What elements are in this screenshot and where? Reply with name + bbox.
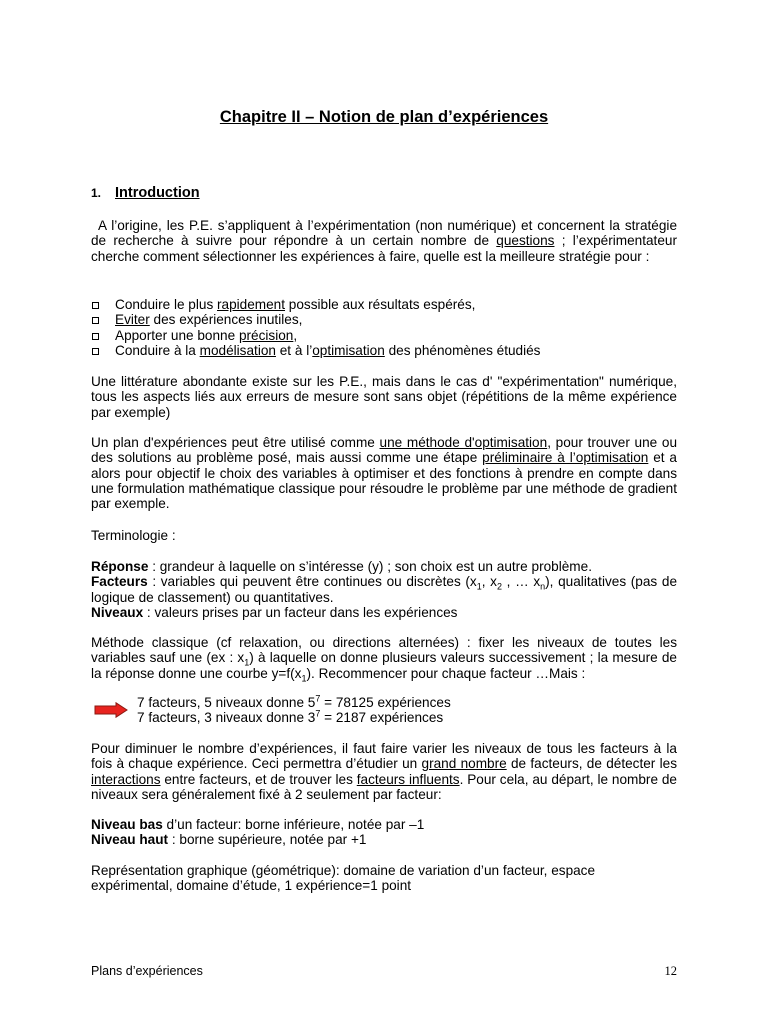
terms-definitions xyxy=(91,559,677,620)
list-item: Eviter des expériences inutiles, xyxy=(91,312,677,327)
paragraph-graphical-representation: Représentation graphique (géométrique): domaine de variation d’un facteur, espace expérimental, domaine d’étude, 1 expérience=1 point xyxy=(91,863,596,894)
page-number: 12 xyxy=(664,964,677,978)
examples-list xyxy=(137,695,451,726)
section-label: Introduction xyxy=(115,185,200,201)
intro-paragraph: A l’origine, les P.E. s’appliquent à l’expérimentation (non numérique) et concernent la stratégie de recherche à suivre pour répondre à un certain nombre de questions ; l’expérimentateur cherche comment sélectionner les expériences à faire, quelle est la meilleure stratégie pour : xyxy=(91,218,677,264)
term-facteurs: Facteurs : variables qui peuvent être continues ou discrètes ($x_1$, $x_2$ , … $x_n$), qualitatives (pas de logique de classement) ou quantitatives. xyxy=(91,574,677,605)
paragraph-literature: Une littérature abondante existe sur les P.E., mais dans le cas d' "expérimentation" numérique, tous les aspects liés aux erreurs de mesure sont sans objet (répétitions de la même expérience par exemple) xyxy=(91,374,677,420)
levels-definitions xyxy=(91,817,677,848)
term-reponse: Réponse : grandeur à laquelle on s’intéresse (y) ; son choix est un autre problème. xyxy=(91,559,592,574)
bullet-list xyxy=(91,297,677,358)
paragraph-optimisation: Un plan d'expériences peut être utilisé comme une méthode d'optimisation, pour trouver une ou des solutions au problème posé, mais aussi comme une étape préliminaire à l’optimisation et a alors pour objectif le choix des variables à optimiser et des fonctions à prendre en compte dans une formulation mathématique classique pour résoudre le problème par une méthode de gradient par exemple. xyxy=(91,435,678,512)
checkbox-bullet-icon xyxy=(92,317,99,324)
chapter-title: Chapitre II – Notion de plan d’expériences xyxy=(219,108,549,126)
checkbox-bullet-icon xyxy=(92,333,99,340)
list-item: Apporter une bonne précision, xyxy=(91,328,677,343)
level-high: Niveau haut : borne supérieure, notée par +1 xyxy=(91,832,367,848)
checkbox-bullet-icon xyxy=(92,302,99,309)
example-line: 7 facteurs, 5 niveaux donne $5^7 = 78125$ expériences xyxy=(137,693,451,710)
paragraph-reduce-experiments: Pour diminuer le nombre d’expériences, il faut faire varier les niveaux de tous les facteurs à la fois à chaque expérience. Ceci permettra d’étudier un grand nombre de facteurs, de détecter les interactions entre facteurs, et de trouver les facteurs influents. Pour cela, au départ, le nombre de niveaux sera généralement fixé à 2 seulement par facteur: xyxy=(91,741,677,802)
checkbox-bullet-icon xyxy=(92,348,99,355)
footer-title: Plans d’expériences xyxy=(91,964,203,978)
level-low: Niveau bas d’un facteur: borne inférieure, notée par –1 xyxy=(91,817,425,832)
section-heading xyxy=(91,185,200,201)
document-page xyxy=(91,0,677,1024)
term-niveaux: Niveaux : valeurs prises par un facteur dans les expériences xyxy=(91,604,458,620)
section-number: 1. xyxy=(91,186,102,200)
paragraph-methode-classique: Méthode classique (cf relaxation, ou directions alternées) : fixer les niveaux de toutes les variables sauf une (ex : $x_1$) à laquelle on donne plusieurs valeurs successivement ; la mesure de la réponse donne une courbe $y=f(x_1)$. Recommencer pour chaque facteur …Mais : xyxy=(91,635,677,684)
right-arrow-icon xyxy=(94,702,128,718)
list-item: Conduire le plus rapidement possible aux résultats espérés, xyxy=(91,297,677,312)
terminology-heading: Terminologie : xyxy=(91,528,176,543)
list-item: Conduire à la modélisation et à l’optimisation des phénomènes étudiés xyxy=(91,343,677,358)
example-line: 7 facteurs, 3 niveaux donne $3^7 = 2187$ expériences xyxy=(137,708,444,726)
